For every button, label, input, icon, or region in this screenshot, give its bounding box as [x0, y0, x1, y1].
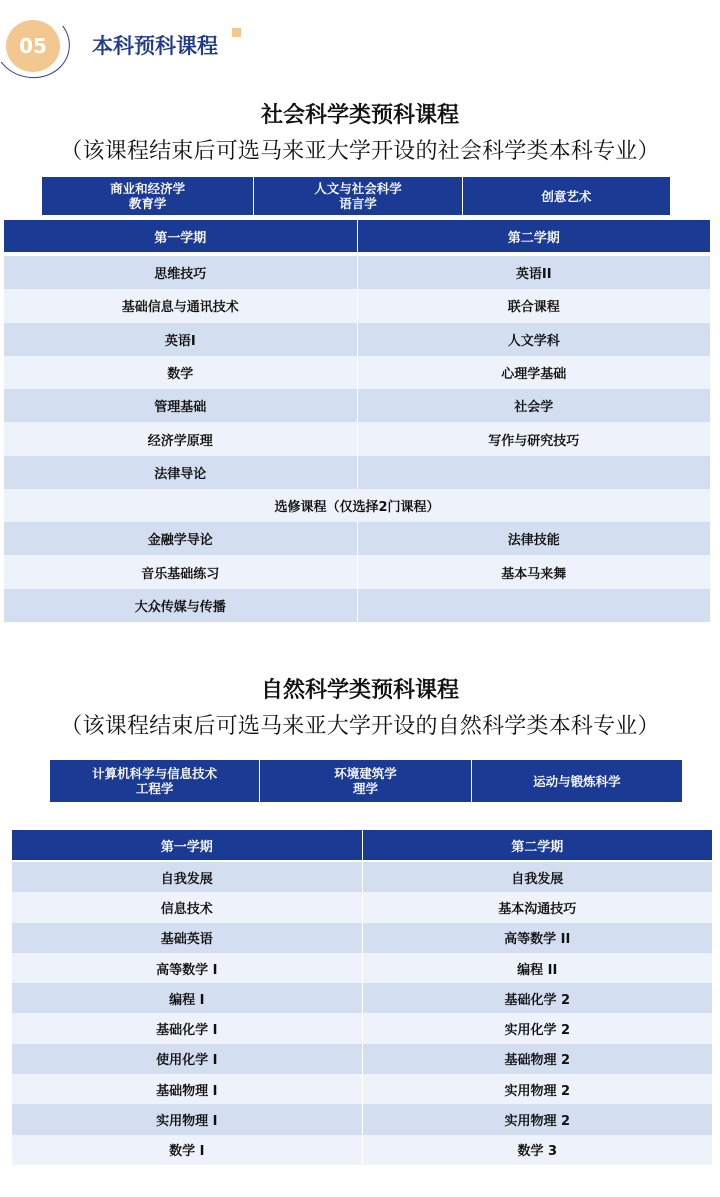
- semester-1-course: 编程 I: [12, 983, 363, 1013]
- semester-2-course: 心理学基础: [501, 367, 567, 383]
- semester-1-course: 基础物理 I: [12, 1074, 363, 1104]
- semester-2-course: [358, 456, 711, 489]
- degree-label: 人文与社会科学: [314, 181, 402, 196]
- semester-2-course: 基础物理 2: [504, 1053, 571, 1069]
- semester-2-course: 高等数学 II: [504, 932, 571, 948]
- science-course-table: [12, 830, 712, 1165]
- natural-science-subtitle: （该课程结束后可选马来亚大学开设的自然科学类本科专业）: [60, 714, 660, 739]
- semester-2-course: 基础化学 2: [504, 992, 571, 1008]
- degree-box: [42, 177, 254, 215]
- degree-box: [472, 760, 682, 802]
- table-row: [12, 892, 712, 922]
- degree-label: 商业和经济学: [110, 181, 186, 196]
- table-header: [4, 220, 710, 252]
- elective-label-row: [4, 489, 710, 522]
- semester-2-course: 自我发展: [511, 871, 564, 887]
- section-title: 本科预科课程: [92, 34, 218, 58]
- semester-2-course: 实用物理 2: [504, 1083, 571, 1099]
- table-row: [4, 589, 710, 622]
- semester-2-course: 写作与研究技巧: [488, 433, 580, 449]
- degree-label: 语言学: [339, 196, 377, 211]
- degree-label: 工程学: [135, 781, 174, 796]
- table-row: [12, 923, 712, 953]
- table-row: [12, 1013, 712, 1043]
- semester-1-course: 经济学原理: [4, 422, 358, 455]
- social-course-table: [4, 220, 710, 622]
- semester-1-course: 法律导论: [4, 456, 358, 489]
- semester-1-course: 思维技巧: [4, 256, 358, 289]
- table-header: [12, 830, 712, 860]
- semester-1-course: 自我发展: [12, 862, 363, 892]
- degree-label: 计算机科学与信息技术: [92, 766, 218, 781]
- degree-label: 运动与锻炼科学: [533, 773, 621, 789]
- semester-2-course: 基本沟通技巧: [498, 901, 577, 917]
- semester-2-course: [358, 589, 711, 622]
- social-science-title: 社会科学类预科课程: [260, 103, 459, 128]
- table-row: [12, 953, 712, 983]
- elective-label: 选修课程（仅选择2门课程）: [274, 500, 440, 516]
- semester-1-course: 基础英语: [12, 923, 363, 953]
- semester-2-course: 实用化学 2: [504, 1023, 571, 1039]
- semester-2-course: 编程 II: [517, 962, 558, 978]
- semester-2-header: 第二学期: [507, 230, 560, 246]
- semester-1-course: 大众传媒与传播: [4, 589, 358, 622]
- science-degree-bar: [50, 760, 682, 802]
- semester-2-course: 人文学科: [507, 333, 560, 349]
- semester-1-course: 信息技术: [12, 892, 363, 922]
- semester-2-course: 基本马来舞: [501, 566, 567, 582]
- table-row: [4, 356, 710, 389]
- degree-box: [260, 760, 471, 802]
- table-row: [12, 862, 712, 892]
- table-row: [12, 983, 712, 1013]
- semester-2-course: 英语II: [515, 267, 552, 283]
- semester-1-course: 高等数学 I: [12, 953, 363, 983]
- degree-label: 教育学: [128, 196, 167, 211]
- table-row: [4, 522, 710, 555]
- semester-1-course: 音乐基础练习: [4, 555, 358, 588]
- table-row: [4, 389, 710, 422]
- table-row: [4, 555, 710, 588]
- degree-label: 环境建筑学: [334, 766, 397, 781]
- table-row: [12, 1074, 712, 1104]
- degree-label: 创意艺术: [541, 188, 592, 204]
- degree-label: 理学: [352, 781, 378, 796]
- semester-2-course: 实用物理 2: [504, 1114, 571, 1130]
- semester-1-course: 管理基础: [4, 389, 358, 422]
- decorative-square: [232, 28, 241, 37]
- semester-1-course: 实用物理 I: [12, 1104, 363, 1134]
- degree-box: [254, 177, 462, 215]
- table-row: [12, 1044, 712, 1074]
- semester-1-course: 基础化学 I: [12, 1013, 363, 1043]
- semester-2-course: 社会学: [514, 400, 554, 416]
- social-degree-bar: [42, 177, 670, 215]
- semester-2-course: 联合课程: [507, 300, 560, 316]
- section-number-badge: 05: [6, 20, 60, 72]
- table-row: [4, 256, 710, 289]
- table-row: [4, 323, 710, 356]
- table-row: [12, 1135, 712, 1165]
- degree-box: [50, 760, 260, 802]
- degree-box: [463, 177, 670, 215]
- social-science-subtitle: （该课程结束后可选马来亚大学开设的社会科学类本科专业）: [60, 139, 660, 164]
- table-row: [4, 422, 710, 455]
- semester-2-header: 第二学期: [511, 839, 564, 855]
- table-row: [12, 1104, 712, 1134]
- semester-1-header: 第一学期: [4, 220, 358, 252]
- natural-science-title: 自然科学类预科课程: [260, 678, 459, 703]
- semester-1-header: 第一学期: [12, 830, 363, 860]
- table-row: [4, 456, 710, 489]
- semester-1-course: 英语I: [4, 323, 358, 356]
- table-row: [4, 289, 710, 322]
- semester-2-course: 数学 3: [517, 1144, 558, 1160]
- semester-1-course: 基础信息与通讯技术: [4, 289, 358, 322]
- semester-1-course: 数学 I: [12, 1135, 363, 1165]
- semester-1-course: 使用化学 I: [12, 1044, 363, 1074]
- section-header: [0, 0, 720, 90]
- semester-1-course: 数学: [4, 356, 358, 389]
- semester-2-course: 法律技能: [507, 533, 560, 549]
- semester-1-course: 金融学导论: [4, 522, 358, 555]
